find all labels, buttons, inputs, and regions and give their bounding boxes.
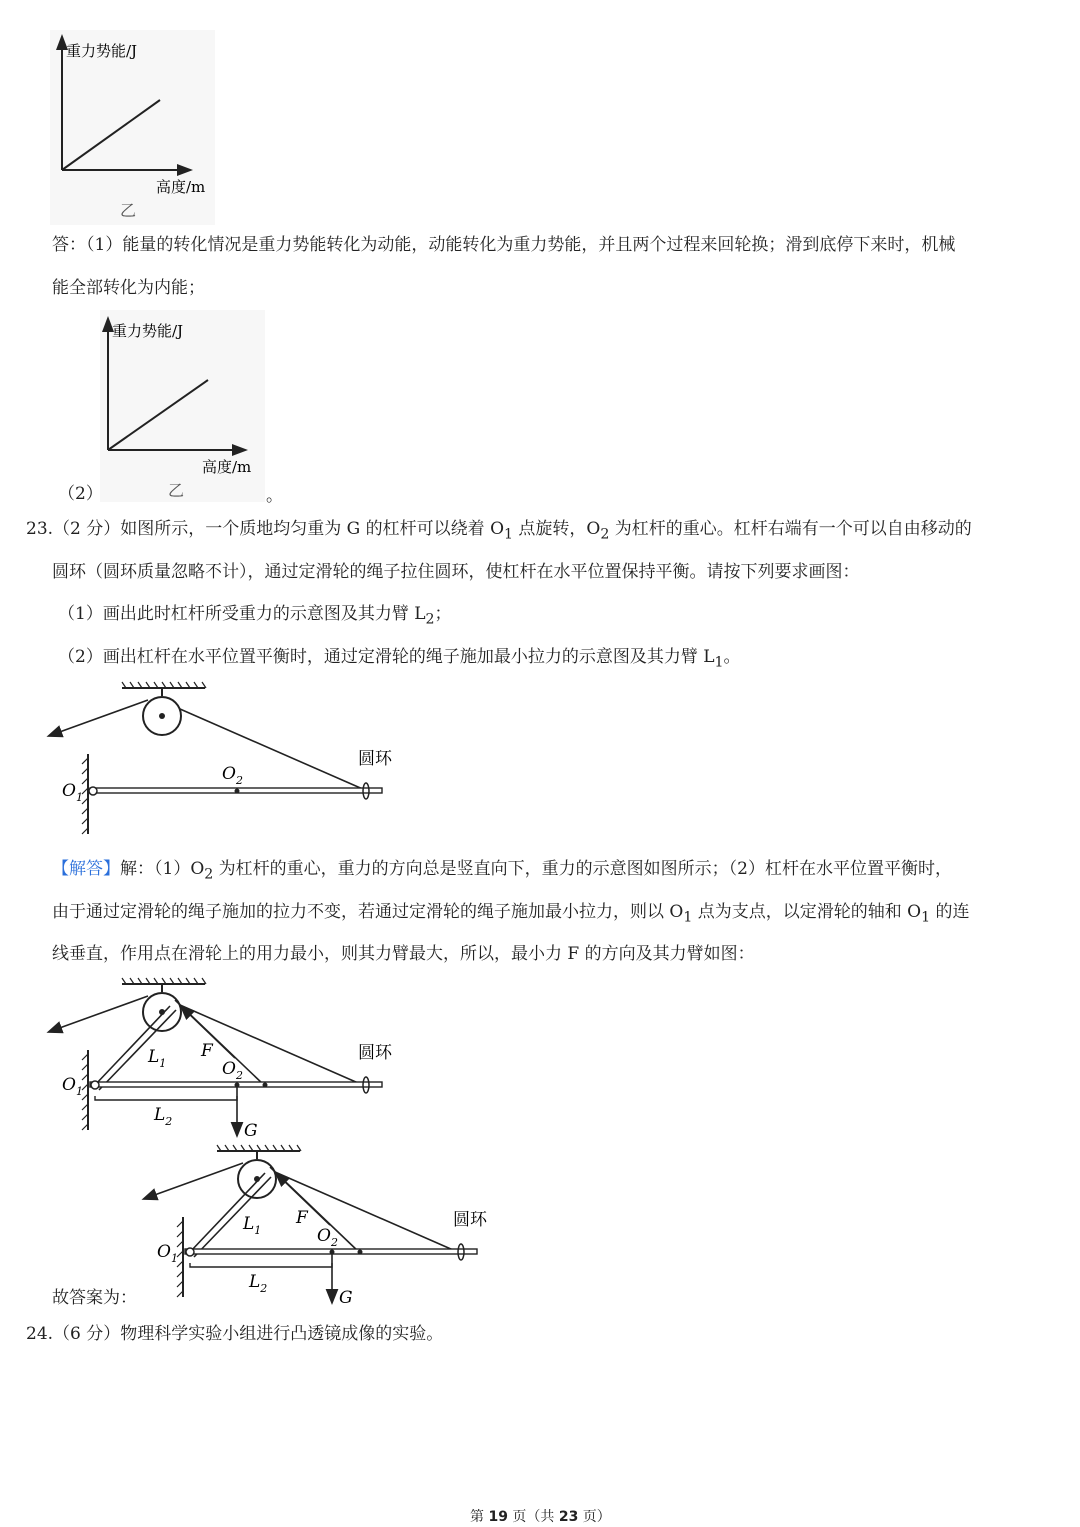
solution-line-1 bbox=[52, 858, 952, 885]
lever-figure-solution-1 bbox=[50, 978, 400, 1143]
rope-left bbox=[54, 996, 148, 1030]
label-G: G bbox=[339, 1288, 353, 1308]
solution-text: 为杠杆的重心，重力的方向总是竖直向下，重力的示意图如图所示；（2）杠杆在水平位置平衡时， bbox=[213, 859, 952, 879]
req-text: 。 bbox=[723, 647, 741, 667]
question-23-line-1 bbox=[26, 518, 972, 545]
rope-left bbox=[149, 1163, 243, 1197]
label-O1: $O_1$ bbox=[62, 781, 83, 804]
answer-line-2: 能全部转化为内能； bbox=[52, 278, 205, 298]
q23-text: 为杠杆的重心。杠杆右端有一个可以自由移动的 bbox=[609, 519, 972, 539]
solution-tag: 【解答】 bbox=[52, 859, 120, 879]
question-number: 24. bbox=[26, 1324, 54, 1344]
graph-caption: 乙 bbox=[168, 481, 185, 500]
label-L2: $L_2$ bbox=[154, 1105, 173, 1128]
pivot bbox=[89, 787, 97, 795]
subscript: 2 bbox=[425, 611, 435, 628]
answer-part2-end: 。 bbox=[266, 486, 283, 506]
arm-L2 bbox=[95, 1096, 237, 1100]
label-G: G bbox=[244, 1121, 258, 1141]
arm-L2 bbox=[190, 1263, 332, 1267]
label-O1: $O_1$ bbox=[157, 1242, 178, 1265]
req-text: （2）画出杠杆在水平位置平衡时，通过定滑轮的绳子施加最小拉力的示意图及其力臂 L bbox=[58, 647, 715, 667]
label-L1: $L_1$ bbox=[243, 1214, 262, 1237]
solution-line-3: 线垂直，作用点在滑轮上的用力最小，则其力臂最大，所以，最小力 F 的方向及其力臂如图： bbox=[52, 944, 755, 964]
subscript: 2 bbox=[204, 866, 214, 883]
label-O2: $O_2$ bbox=[222, 1059, 243, 1082]
question-number: 23. bbox=[26, 519, 54, 539]
question-24 bbox=[26, 1323, 443, 1345]
y-axis-label: 重力势能/J bbox=[66, 42, 138, 60]
subscript: 1 bbox=[714, 654, 724, 671]
energy-graph-top bbox=[50, 30, 230, 225]
label-ring: 圆环 bbox=[453, 1210, 487, 1230]
subscript: 2 bbox=[600, 526, 610, 543]
label-ring: 圆环 bbox=[358, 749, 392, 769]
x-axis-label: 高度/m bbox=[202, 458, 252, 476]
solution-text: 解：（1）O bbox=[120, 859, 205, 879]
label-O2: $O_2$ bbox=[222, 764, 243, 787]
req-text: ； bbox=[434, 604, 452, 624]
label-F: F bbox=[201, 1041, 213, 1061]
subscript: 1 bbox=[683, 909, 693, 926]
lever-figure-question bbox=[50, 682, 400, 837]
answer-part2-label: （2） bbox=[58, 484, 103, 504]
question-23-req-2 bbox=[58, 646, 741, 673]
solution-text: 由于通过定滑轮的绳子施加的拉力不变，若通过定滑轮的绳子施加最小拉力，则以 O bbox=[52, 902, 684, 922]
answer-line-1: 答：（1）能量的转化情况是重力势能转化为动能，动能转化为重力势能，并且两个过程来回轮换；滑到底停下来时，机械 bbox=[52, 235, 956, 255]
solution-text: 的连 bbox=[930, 902, 970, 922]
arm-L1 bbox=[190, 1173, 265, 1252]
footer-text: 页） bbox=[578, 1509, 611, 1525]
graph-caption: 乙 bbox=[120, 201, 137, 220]
subscript: 1 bbox=[921, 909, 931, 926]
label-L2: $L_2$ bbox=[249, 1272, 268, 1295]
question-23-line-2: 圆环（圆环质量忽略不计），通过定滑轮的绳子拉住圆环，使杠杆在水平位置保持平衡。请按下列要求画图： bbox=[52, 562, 860, 582]
solution-text: 点为支点，以定滑轮的轴和 O bbox=[692, 902, 922, 922]
q23-text: 点旋转，O bbox=[513, 519, 601, 539]
label-ring: 圆环 bbox=[358, 1043, 392, 1063]
page-total: 23 bbox=[558, 1509, 579, 1525]
final-answer-label: 故答案为： bbox=[52, 1288, 137, 1308]
footer-text: 第 bbox=[470, 1509, 489, 1525]
lever-figure-solution-2 bbox=[145, 1145, 495, 1310]
pivot bbox=[91, 1081, 99, 1089]
q24-text: 物理科学实验小组进行凸透镜成像的实验。 bbox=[120, 1324, 444, 1344]
pivot bbox=[186, 1248, 194, 1256]
rope-left bbox=[54, 700, 148, 734]
q23-text: 如图所示，一个质地均匀重为 G 的杠杆可以绕着 O bbox=[120, 519, 505, 539]
y-axis-label: 重力势能/J bbox=[112, 322, 184, 340]
page-footer bbox=[470, 1506, 611, 1526]
label-O1: $O_1$ bbox=[62, 1075, 83, 1098]
page-number: 19 bbox=[488, 1509, 508, 1525]
label-L1: $L_1$ bbox=[148, 1047, 167, 1070]
rope-right bbox=[180, 709, 365, 790]
solution-line-2 bbox=[52, 901, 970, 928]
subscript: 1 bbox=[504, 526, 514, 543]
arm-L1 bbox=[95, 1006, 170, 1085]
footer-text: 页（共 bbox=[507, 1509, 559, 1525]
label-F: F bbox=[296, 1208, 308, 1228]
question-23-req-1 bbox=[58, 603, 452, 630]
x-axis-label: 高度/m bbox=[156, 178, 206, 196]
energy-graph-answer bbox=[100, 310, 270, 502]
question-score: （2 分） bbox=[53, 519, 121, 539]
question-score: （6 分） bbox=[53, 1324, 121, 1344]
req-text: （1）画出此时杠杆所受重力的示意图及其力臂 L bbox=[58, 604, 426, 624]
label-O2: $O_2$ bbox=[317, 1226, 338, 1249]
